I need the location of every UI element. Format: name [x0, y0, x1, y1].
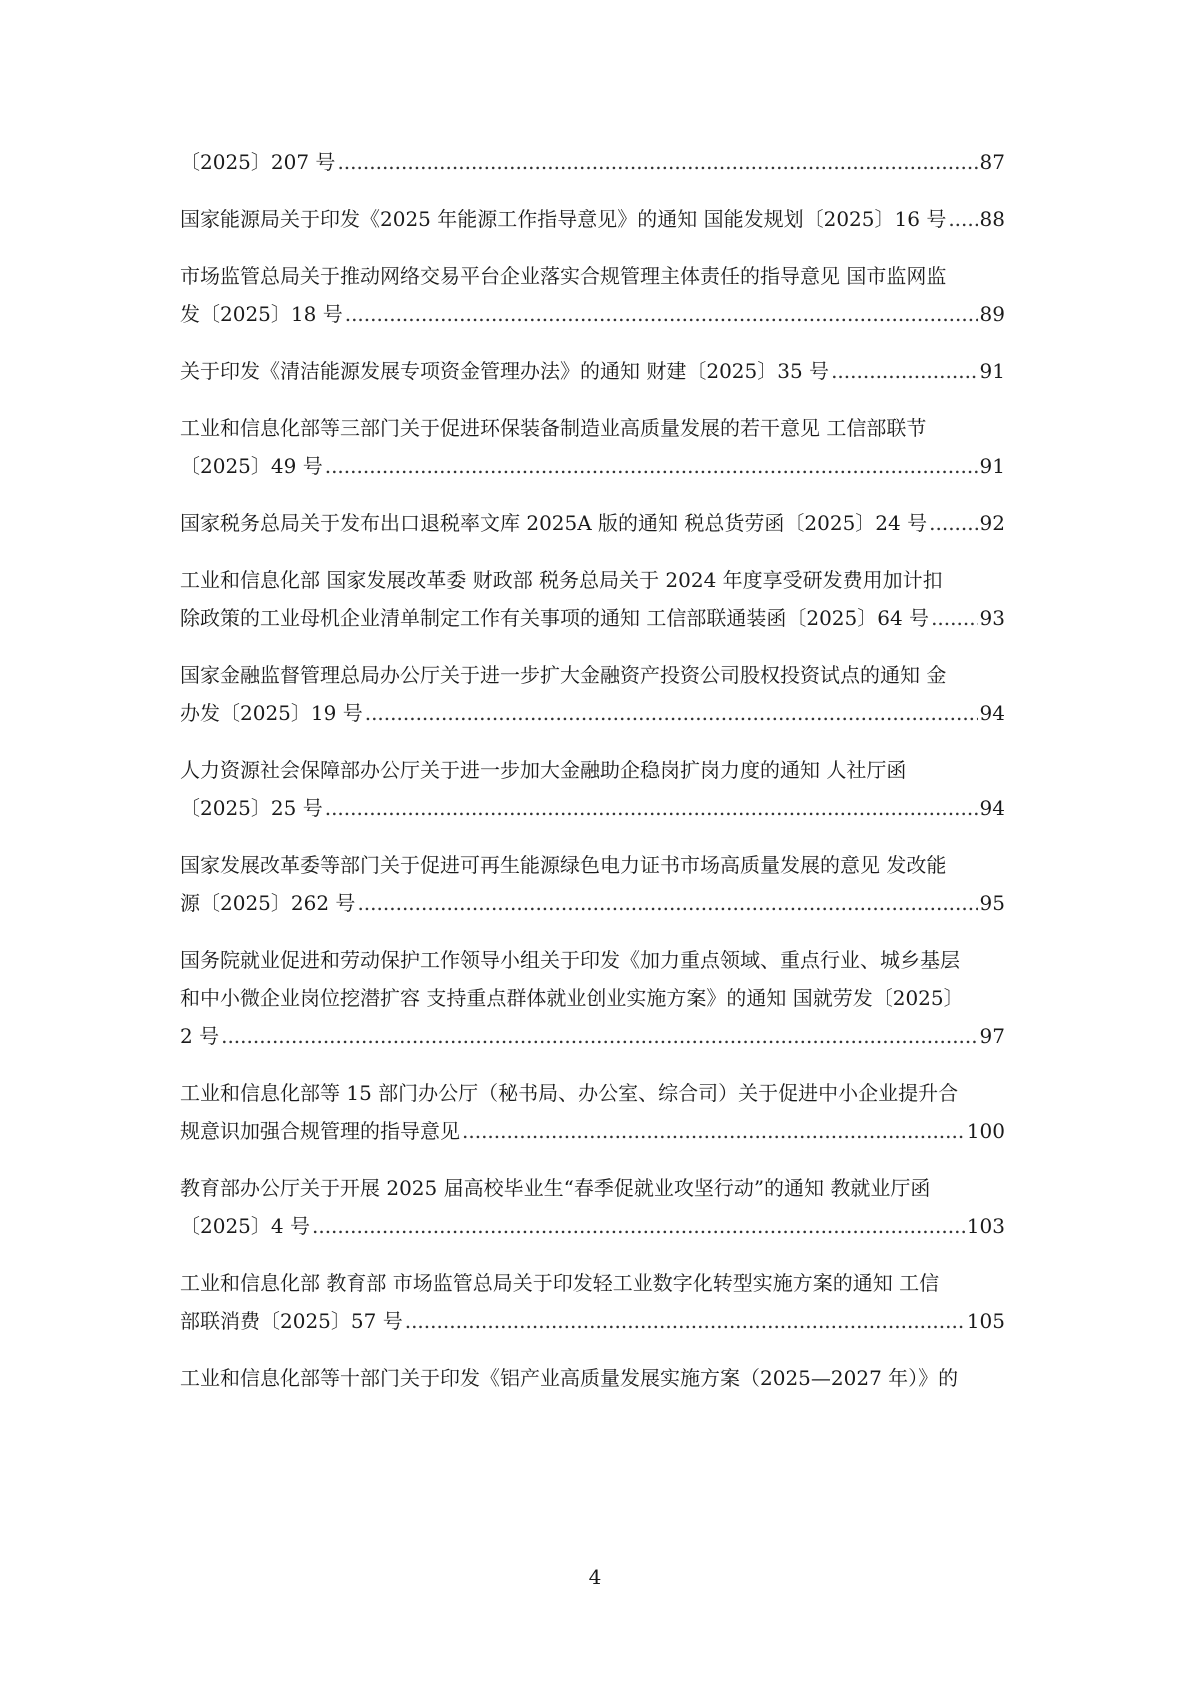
toc-entry[interactable] — [180, 941, 1005, 1055]
toc-entry[interactable] — [180, 561, 1005, 637]
toc-entry-title-line: 国务院就业促进和劳动保护工作领导小组关于印发《加力重点领域、重点行业、城乡基层 — [180, 948, 960, 972]
dot-leader — [365, 694, 978, 732]
toc-entry[interactable] — [180, 257, 1005, 333]
toc-entry-title-line: 和中小微企业岗位挖潜扩容 支持重点群体就业创业实施方案》的通知 国就劳发〔2025〕 — [180, 986, 964, 1010]
toc-entry-title-end: 发〔2025〕18 号 — [180, 302, 343, 326]
toc-entry-title-line: 工业和信息化部等十部门关于印发《铝产业高质量发展实施方案（2025—2027 年）》的 — [180, 1366, 959, 1390]
toc-entry-last-line — [180, 352, 1005, 390]
toc-entry-page-number: 100 — [966, 1119, 1005, 1143]
toc-entry-page-number: 92 — [979, 511, 1005, 535]
toc-entry[interactable] — [180, 1169, 1005, 1245]
toc-entry-title-end: 〔2025〕25 号 — [180, 796, 323, 820]
toc-entry-last-line — [180, 884, 1005, 922]
toc-entry-title-line: 教育部办公厅关于开展 2025 届高校毕业生“春季促就业攻坚行动”的通知 教就业厅函 — [180, 1176, 931, 1200]
toc-entry-title-line: 国家金融监督管理总局办公厅关于进一步扩大金融资产投资公司股权投资试点的通知 金 — [180, 663, 947, 687]
toc-entry[interactable] — [180, 1359, 1005, 1397]
dot-leader — [405, 1302, 965, 1340]
toc-entry-page-number: 97 — [979, 1024, 1005, 1048]
dot-leader — [462, 1112, 965, 1150]
toc-entry-title-end: 部联消费〔2025〕57 号 — [180, 1309, 403, 1333]
toc-entry-title-end: 国家税务总局关于发布出口退税率文库 2025A 版的通知 税总货劳函〔2025〕24 号 — [180, 511, 928, 535]
toc-entry-last-line — [180, 1302, 1005, 1340]
toc-entry-last-line — [180, 295, 1005, 333]
toc-entry-page-number: 94 — [979, 796, 1005, 820]
dot-leader — [345, 295, 978, 333]
toc-entry-last-line — [180, 1017, 1005, 1055]
toc-entry-page-number: 93 — [979, 606, 1005, 630]
toc-entry-title-line: 工业和信息化部 教育部 市场监管总局关于印发轻工业数字化转型实施方案的通知 工信 — [180, 1271, 940, 1295]
toc-entry[interactable] — [180, 751, 1005, 827]
toc-entry[interactable] — [180, 656, 1005, 732]
toc-entry[interactable] — [180, 1264, 1005, 1340]
toc-entry[interactable] — [180, 409, 1005, 485]
toc-entry-title-end: 〔2025〕207 号 — [180, 150, 336, 174]
toc-entry-last-line — [180, 694, 1005, 732]
dot-leader — [325, 447, 978, 485]
dot-leader — [929, 504, 977, 542]
toc-entry-title-end: 〔2025〕4 号 — [180, 1214, 310, 1238]
toc-entry-page-number: 103 — [966, 1214, 1005, 1238]
dot-leader — [831, 352, 977, 390]
dot-leader — [357, 884, 977, 922]
toc-entry-last-line — [180, 447, 1005, 485]
table-of-contents — [180, 143, 1005, 1416]
toc-entry-page-number: 88 — [979, 207, 1005, 231]
toc-entry-title-line: 工业和信息化部 国家发展改革委 财政部 税务总局关于 2024 年度享受研发费用加计扣 — [180, 568, 943, 592]
dot-leader — [948, 200, 977, 238]
dot-leader — [337, 143, 977, 181]
toc-entry-last-line — [180, 1207, 1005, 1245]
dot-leader — [221, 1017, 977, 1055]
toc-entry[interactable] — [180, 846, 1005, 922]
toc-entry-title-line: 工业和信息化部等三部门关于促进环保装备制造业高质量发展的若干意见 工信部联节 — [180, 416, 927, 440]
toc-entry-page-number: 91 — [979, 359, 1005, 383]
toc-entry-page-number: 95 — [979, 891, 1005, 915]
toc-entry-title-line: 人力资源社会保障部办公厅关于进一步加大金融助企稳岗扩岗力度的通知 人社厅函 — [180, 758, 907, 782]
toc-entry-title-end: 源〔2025〕262 号 — [180, 891, 356, 915]
toc-entry[interactable] — [180, 143, 1005, 181]
page-number: 4 — [588, 1565, 602, 1589]
toc-entry-title-end: 关于印发《清洁能源发展专项资金管理办法》的通知 财建〔2025〕35 号 — [180, 359, 830, 383]
toc-entry-title-end: 2 号 — [180, 1024, 220, 1048]
toc-entry[interactable] — [180, 352, 1005, 390]
dot-leader — [312, 1207, 965, 1245]
dot-leader — [931, 599, 977, 637]
toc-entry-title-end: 除政策的工业母机企业清单制定工作有关事项的通知 工信部联通装函〔2025〕64 号 — [180, 606, 930, 630]
toc-entry-page-number: 89 — [979, 302, 1005, 326]
toc-entry-title-line: 国家发展改革委等部门关于促进可再生能源绿色电力证书市场高质量发展的意见 发改能 — [180, 853, 947, 877]
toc-entry-last-line — [180, 1112, 1005, 1150]
toc-entry-title-end: 国家能源局关于印发《2025 年能源工作指导意见》的通知 国能发规划〔2025〕16 号 — [180, 207, 947, 231]
toc-entry-title-line: 工业和信息化部等 15 部门办公厅（秘书局、办公室、综合司）关于促进中小企业提升合 — [180, 1081, 959, 1105]
toc-entry-last-line — [180, 200, 1005, 238]
toc-entry-title-line: 市场监管总局关于推动网络交易平台企业落实合规管理主体责任的指导意见 国市监网监 — [180, 264, 947, 288]
toc-entry-page-number: 87 — [979, 150, 1005, 174]
toc-entry-last-line — [180, 143, 1005, 181]
toc-entry[interactable] — [180, 504, 1005, 542]
toc-entry-last-line — [180, 789, 1005, 827]
toc-entry-page-number: 91 — [979, 454, 1005, 478]
toc-entry-last-line — [180, 599, 1005, 637]
toc-entry[interactable] — [180, 200, 1005, 238]
toc-entry-page-number: 94 — [979, 701, 1005, 725]
toc-entry[interactable] — [180, 1074, 1005, 1150]
toc-entry-title-end: 〔2025〕49 号 — [180, 454, 323, 478]
dot-leader — [325, 789, 978, 827]
toc-entry-title-end: 规意识加强合规管理的指导意见 — [180, 1119, 460, 1143]
toc-entry-page-number: 105 — [966, 1309, 1005, 1333]
toc-entry-last-line — [180, 504, 1005, 542]
toc-entry-title-end: 办发〔2025〕19 号 — [180, 701, 363, 725]
